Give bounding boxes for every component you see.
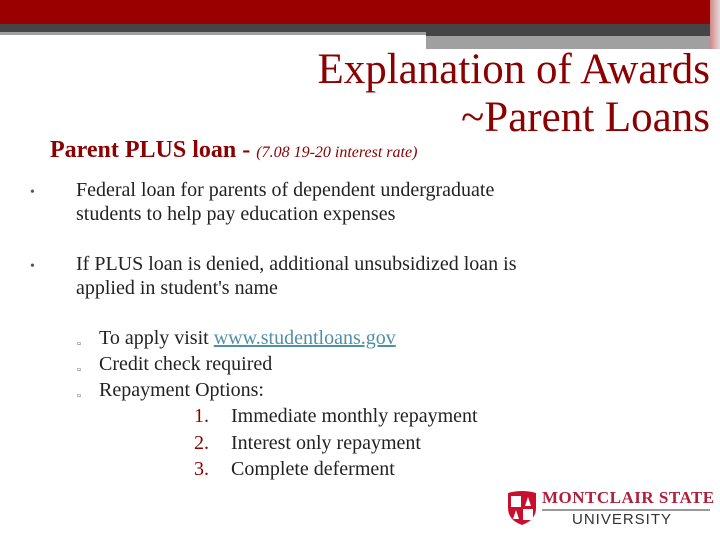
montclair-logo — [506, 488, 715, 532]
bullet-text: applied in student's name — [76, 277, 278, 299]
sub-bullet-text: Credit check required — [99, 353, 273, 375]
slide-title — [317, 46, 710, 142]
repayment-option — [194, 431, 421, 455]
square-bullet-icon: ▫ — [77, 390, 81, 402]
bullet-icon: • — [30, 185, 35, 200]
option-number: 3. — [194, 458, 209, 480]
bullet-icon: • — [30, 259, 35, 274]
header-stripe — [0, 24, 710, 32]
subtitle-label: Parent PLUS loan — [50, 137, 237, 163]
logo-text: UNIVERSITY — [572, 511, 673, 528]
bullet-item — [0, 178, 720, 226]
subtitle-dash: - — [242, 137, 251, 163]
square-bullet-icon: ▫ — [77, 338, 81, 350]
bullet-text: Federal loan for parents of dependent undergraduate — [76, 179, 495, 201]
repayment-option — [194, 404, 478, 428]
repayment-option — [194, 457, 395, 481]
sub-bullet — [0, 352, 720, 376]
square-bullet-icon: ▫ — [77, 364, 81, 376]
option-number: 2. — [194, 432, 209, 454]
bullet-text: students to help pay education expenses — [76, 203, 396, 225]
sub-bullet — [0, 378, 720, 402]
logo-text: MONTCLAIR STATE — [542, 488, 715, 507]
option-number: 1. — [194, 405, 209, 427]
title-line: ~Parent Loans — [461, 94, 710, 141]
option-text: Interest only repayment — [231, 432, 421, 454]
shield-icon — [506, 490, 538, 526]
sub-bullet-text: Repayment Options: — [99, 379, 264, 401]
sub-bullet-text: To apply visit — [99, 327, 214, 349]
sub-bullet — [0, 326, 720, 350]
option-text: Immediate monthly repayment — [231, 405, 478, 427]
title-line: Explanation of Awards — [317, 46, 710, 93]
bullet-item — [0, 252, 720, 300]
subtitle — [50, 137, 417, 164]
header-stripe — [0, 32, 426, 35]
bullet-text: If PLUS loan is denied, additional unsubsidized loan is — [76, 253, 517, 275]
option-text: Complete deferment — [231, 458, 395, 480]
interest-rate: (7.08 19-20 interest rate) — [256, 144, 418, 161]
studentloans-link[interactable]: www.studentloans.gov — [213, 327, 396, 349]
header-bar — [0, 0, 710, 24]
header-edge — [710, 0, 720, 49]
